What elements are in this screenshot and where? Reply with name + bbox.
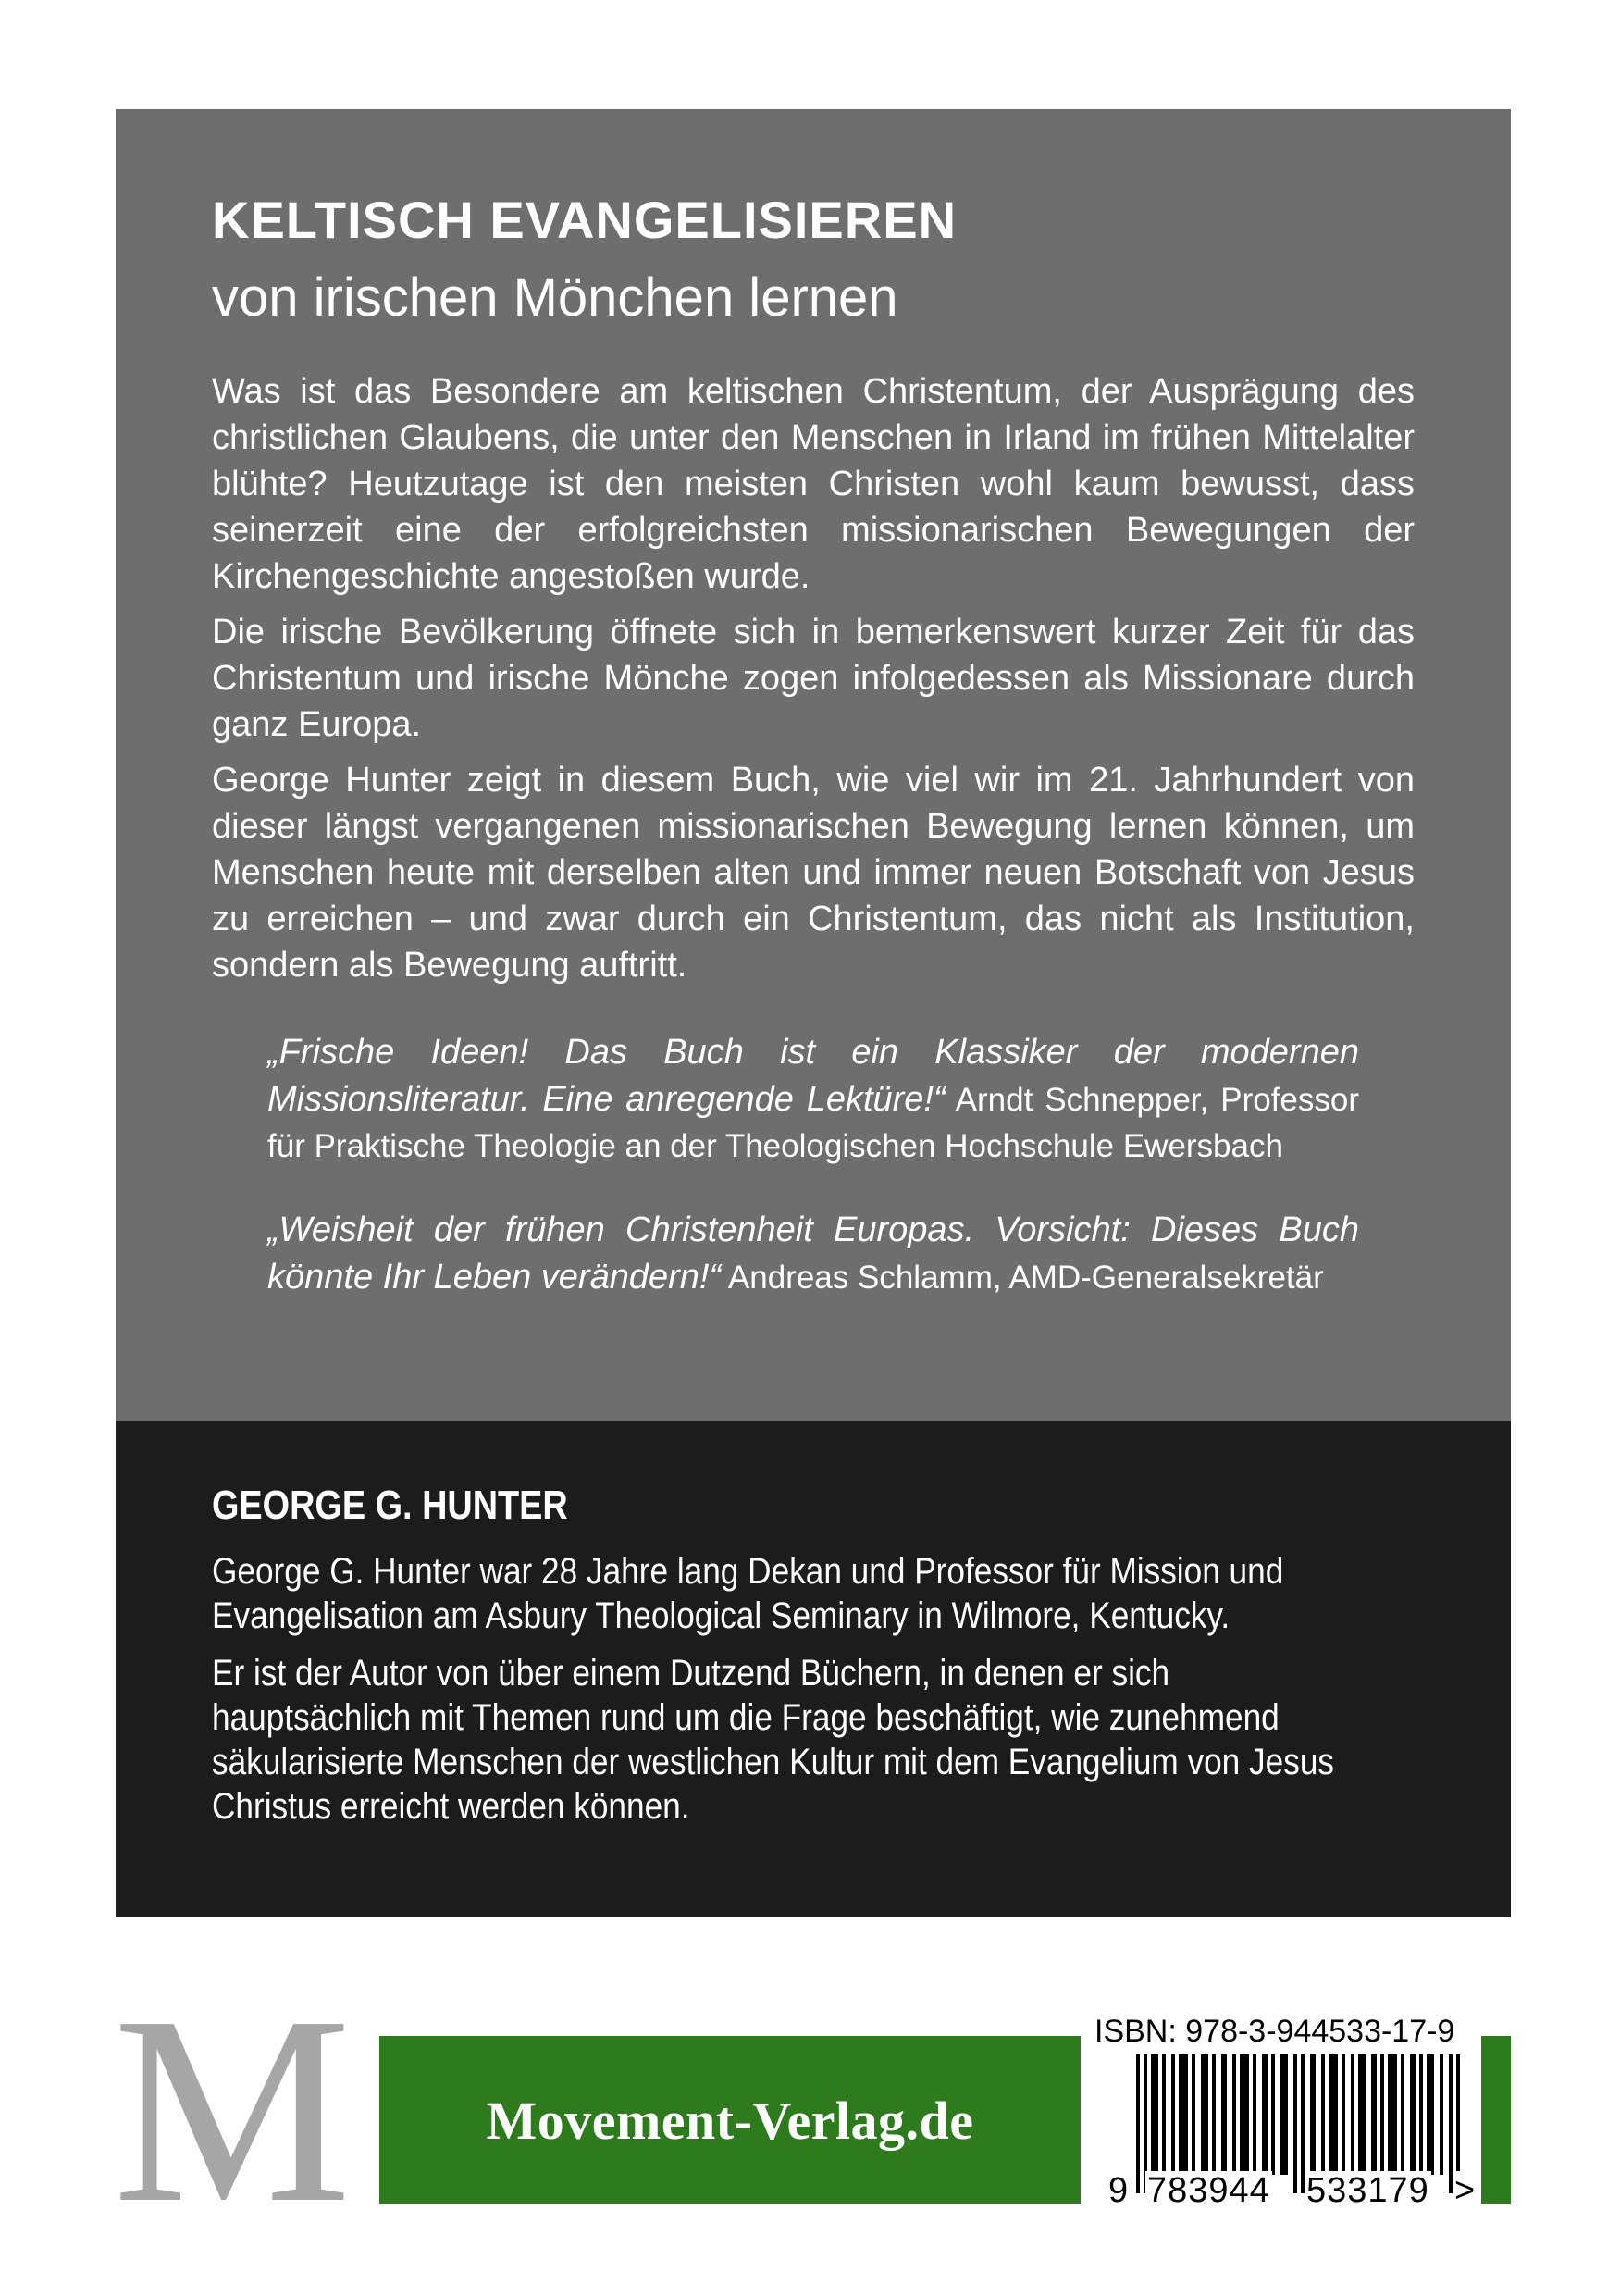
blurb-panel: [116, 109, 1511, 1421]
green-strip: [1481, 2036, 1511, 2204]
book-subtitle: von irischen Mönchen lernen: [212, 267, 898, 328]
barcode-arrow: >: [1454, 2171, 1476, 2210]
blurb-paragraph: Was ist das Besondere am keltischen Christentum, der Ausprägung des christlichen Glaubens, die unter den Menschen in Irland im frühen Mittelalter blühte? Heutzutage ist den meisten Christen wohl kaum bewusst, dass seinerzeit eine der erfolgreichsten missionarischen Bewegungen der Kirchengeschichte angestoßen wurde.: [212, 372, 1415, 596]
blurb-content: [212, 185, 1415, 1338]
author-bio-paragraph: Er ist der Autor von über einem Dutzend Büchern, in denen er sich hauptsächlich mit Themen rund um die Frage beschäftigt, wie zunehmend säkularisierte Menschen der westlichen Kultur mit dem Evangelium von Jesus Christus erreicht werden können.: [212, 1653, 1334, 1827]
author-name: GEORGE G. HUNTER: [212, 1483, 568, 1528]
blurb-paragraph: Die irische Bevölkerung öffnete sich in bemerkenswert kurzer Zeit für das Christentum und irische Mönche zogen infolgedessen als Missionare durch ganz Europa.: [212, 613, 1415, 744]
review-quotes: [267, 1029, 1359, 1301]
quote-source: Andreas Schlamm, AMD-Generalsekretär: [727, 1260, 1324, 1296]
quote-text: „Weisheit der frühen Christenheit Europas. Vorsicht: Dieses Buch könnte Ihr Leben verändern!“: [267, 1210, 1359, 1297]
book-title: KELTISCH EVANGELISIEREN: [212, 191, 958, 249]
barcode-digits-left: 783944: [1147, 2171, 1270, 2210]
publisher-logo: M: [113, 1961, 352, 2258]
barcode-digits-right: 533179: [1306, 2171, 1429, 2210]
author-bio: [212, 1549, 1378, 1829]
blurb-paragraph: George Hunter zeigt in diesem Buch, wie viel wir im 21. Jahrhundert von dieser längst vergangenen missionarischen Bewegung lernen können, um Menschen heute mit derselben alten und immer neuen Botschaft von Jesus zu erreichen – und zwar durch ein Christentum, das nicht als Institution, sondern als Bewegung auftritt.: [212, 761, 1415, 985]
review-quote: [267, 1207, 1359, 1301]
barcode-digit-first: 9: [1108, 2171, 1129, 2210]
author-panel: [116, 1421, 1511, 1917]
quote-text: „Frische Ideen! Das Buch ist ein Klassiker der modernen Missionsliteratur. Eine anregende Lektüre!“: [267, 1033, 1359, 1119]
review-quote: [267, 1029, 1359, 1170]
publisher-banner: [379, 2036, 1081, 2204]
blurb-text: [212, 368, 1415, 988]
isbn-label: ISBN: 978-3-944533-17-9: [1094, 2014, 1455, 2049]
publisher-url: Movement-Verlag.de: [486, 2090, 974, 2151]
author-bio-paragraph: George G. Hunter war 28 Jahre lang Dekan und Professor für Mission und Evangelisation am Asbury Theological Seminary in Wilmore, Kentucky.: [212, 1551, 1284, 1636]
author-content: [212, 1483, 1378, 1842]
quote-source: Arndt Schnepper, Professor für Praktische Theologie an der Theologischen Hochschule Ewersbach: [267, 1082, 1360, 1164]
